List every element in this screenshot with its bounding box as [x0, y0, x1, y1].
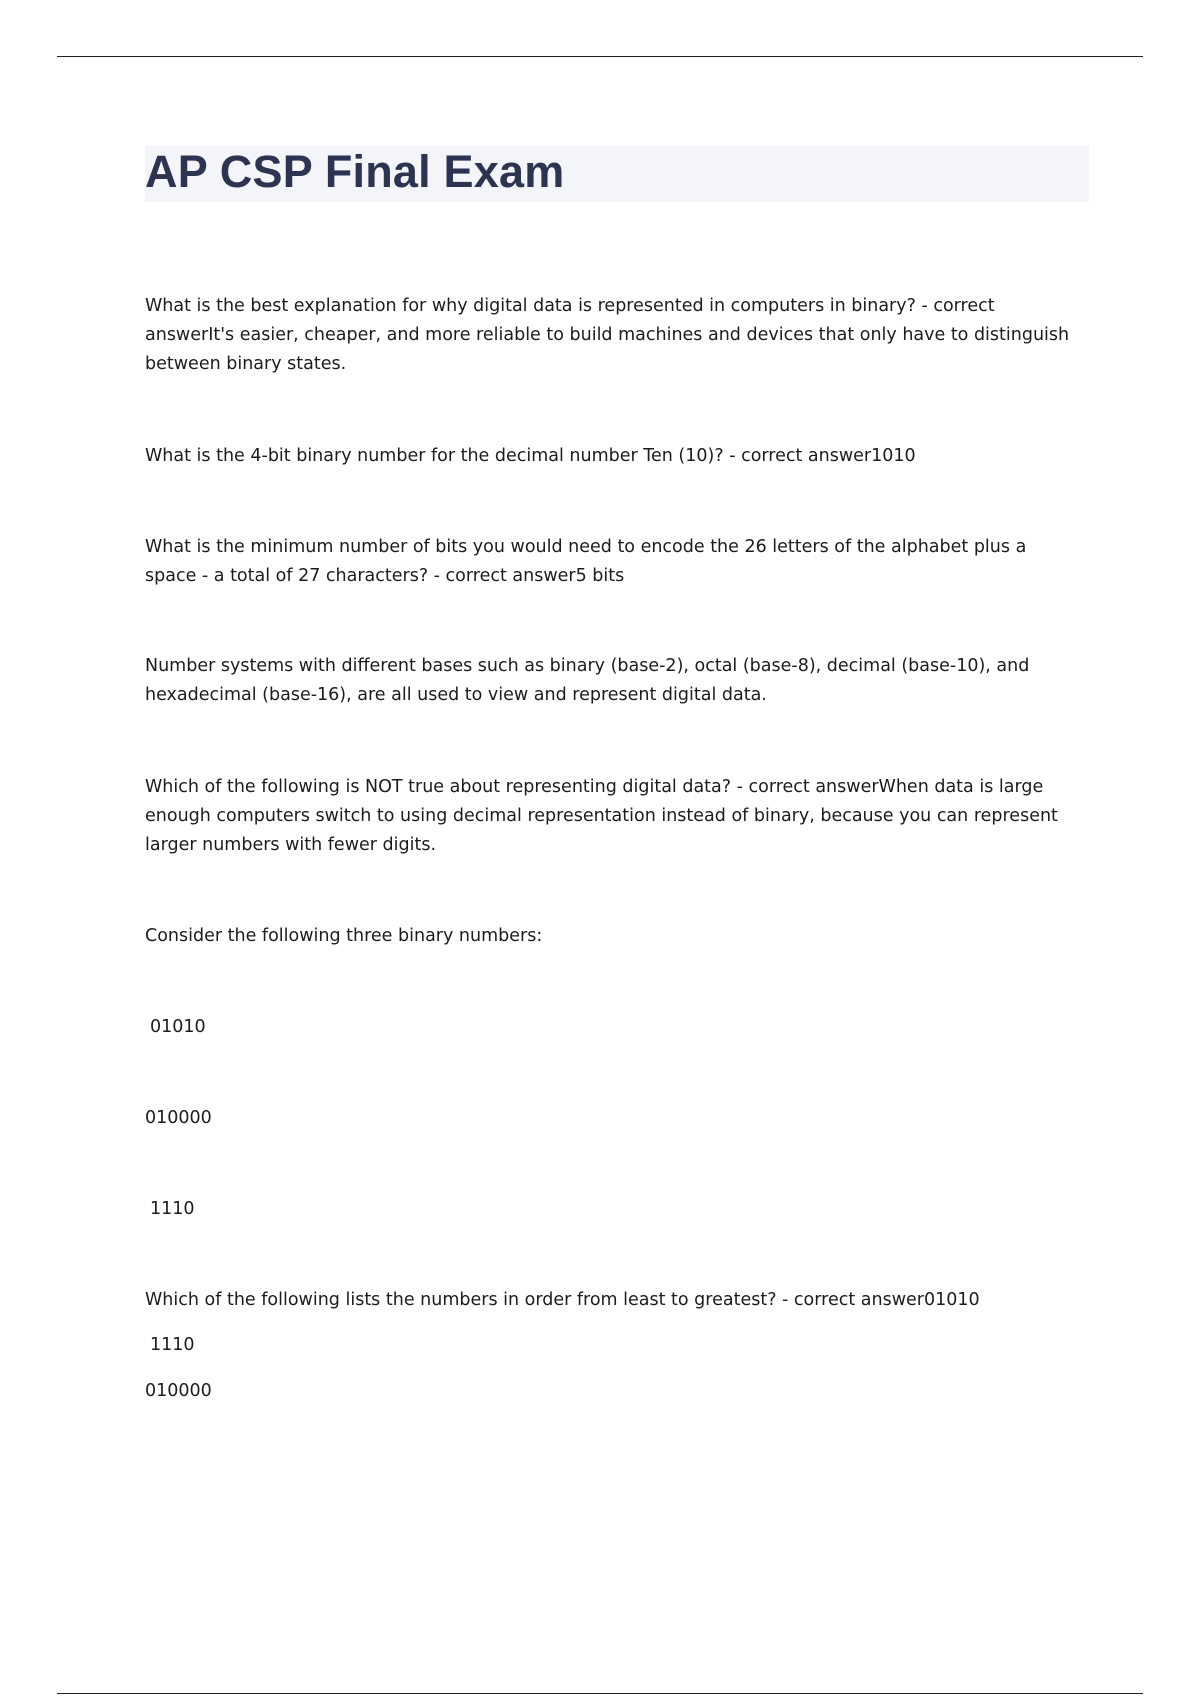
question-line: between binary states. [145, 354, 347, 374]
question-binary-explanation [145, 292, 1095, 379]
question-line: Consider the following three binary numbers: [145, 926, 543, 946]
statement-number-systems [145, 652, 1095, 710]
question-line: What is the best explanation for why digital data is represented in computers in binary? - correct [145, 296, 995, 316]
question-line: larger numbers with fewer digits. [145, 835, 437, 855]
binary-number: 010000 [145, 1108, 212, 1128]
question-line: Which of the following lists the numbers in order from least to greatest? - correct answer01010 [145, 1290, 980, 1310]
question-three-binary-numbers-intro [145, 922, 1095, 951]
document-title: AP CSP Final Exam [145, 146, 565, 197]
question-line: What is the minimum number of bits you would need to encode the 26 letters of the alphabet plus a [145, 537, 1027, 557]
question-order-least-to-greatest [145, 1286, 1095, 1315]
question-minimum-bits [145, 533, 1095, 591]
question-line: enough computers switch to using decimal representation instead of binary, because you can represent [145, 806, 1058, 826]
question-line: Which of the following is NOT true about representing digital data? - correct answerWhen data is large [145, 777, 1044, 797]
question-4bit-binary [145, 442, 1095, 471]
question-line: What is the 4-bit binary number for the decimal number Ten (10)? - correct answer1010 [145, 446, 916, 466]
question-line: space - a total of 27 characters? - correct answer5 bits [145, 566, 625, 586]
statement-line: Number systems with different bases such as binary (base-2), octal (base-8), decimal (base-10), and [145, 656, 1030, 676]
statement-line: hexadecimal (base-16), are all used to view and represent digital data. [145, 685, 767, 705]
question-not-true-digital-data [145, 773, 1095, 860]
header-rule [57, 56, 1143, 57]
footer-rule [57, 1693, 1143, 1694]
binary-number: 01010 [150, 1017, 206, 1037]
question-line: answerIt's easier, cheaper, and more reliable to build machines and devices that only have to distinguish [145, 325, 1070, 345]
answer-line: 010000 [145, 1381, 212, 1401]
answer-line: 1110 [150, 1335, 195, 1355]
binary-number: 1110 [150, 1199, 195, 1219]
